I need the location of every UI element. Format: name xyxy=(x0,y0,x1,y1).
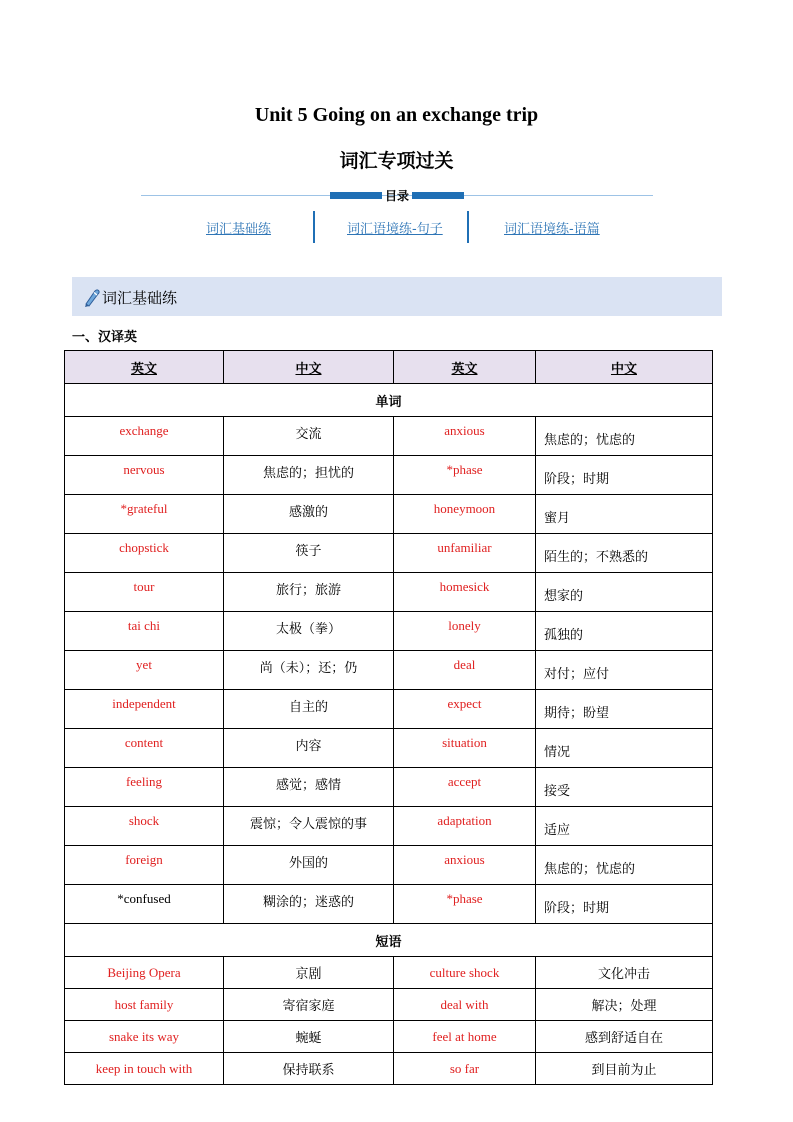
chinese-meaning: 尚（未）；还；仍 xyxy=(224,651,394,690)
english-word: tour xyxy=(65,573,224,612)
table-row xyxy=(65,690,713,729)
chinese-meaning: 寄宿家庭 xyxy=(224,989,394,1021)
english-phrase: snake its way xyxy=(65,1021,224,1053)
part-heading: 一、汉译英 xyxy=(72,330,138,345)
english-phrase: keep in touch with xyxy=(65,1053,224,1085)
english-word: *confused xyxy=(65,885,224,924)
english-word: independent xyxy=(65,690,224,729)
chinese-meaning: 陌生的；不熟悉的 xyxy=(536,534,713,573)
table-row xyxy=(65,989,713,1021)
english-word: honeymoon xyxy=(394,495,536,534)
chinese-meaning: 接受 xyxy=(536,768,713,807)
group-row-phrases xyxy=(65,924,713,957)
column-header-english: 英文 xyxy=(394,351,536,384)
english-word: *grateful xyxy=(65,495,224,534)
column-header-chinese: 中文 xyxy=(536,351,713,384)
english-word: feeling xyxy=(65,768,224,807)
english-word: anxious xyxy=(394,846,536,885)
chinese-meaning: 情况 xyxy=(536,729,713,768)
table-row xyxy=(65,1053,713,1085)
chinese-meaning: 糊涂的；迷惑的 xyxy=(224,885,394,924)
column-header-chinese: 中文 xyxy=(224,351,394,384)
chinese-meaning: 旅行；旅游 xyxy=(224,573,394,612)
english-phrase: Beijing Opera xyxy=(65,957,224,989)
chinese-meaning: 外国的 xyxy=(224,846,394,885)
english-word: nervous xyxy=(65,456,224,495)
section-title: 词汇基础练 xyxy=(102,289,178,307)
english-word: situation xyxy=(394,729,536,768)
chinese-meaning: 感觉；感情 xyxy=(224,768,394,807)
chinese-meaning: 期待；盼望 xyxy=(536,690,713,729)
chinese-meaning: 内容 xyxy=(224,729,394,768)
pencil-icon xyxy=(82,287,100,307)
english-word: exchange xyxy=(65,417,224,456)
chinese-meaning: 筷子 xyxy=(224,534,394,573)
chinese-meaning: 文化冲击 xyxy=(536,957,713,989)
english-phrase: deal with xyxy=(394,989,536,1021)
chinese-meaning: 想家的 xyxy=(536,573,713,612)
english-word: shock xyxy=(65,807,224,846)
english-word: chopstick xyxy=(65,534,224,573)
toc-link-basic[interactable]: 词汇基础练 xyxy=(206,222,272,237)
chinese-meaning: 自主的 xyxy=(224,690,394,729)
table-row xyxy=(65,573,713,612)
english-word: foreign xyxy=(65,846,224,885)
chinese-meaning: 阶段；时期 xyxy=(536,456,713,495)
english-word: deal xyxy=(394,651,536,690)
section-banner xyxy=(72,277,722,316)
english-word: expect xyxy=(394,690,536,729)
table-row xyxy=(65,495,713,534)
english-word: content xyxy=(65,729,224,768)
column-header-english: 英文 xyxy=(65,351,224,384)
english-word: homesick xyxy=(394,573,536,612)
table-row xyxy=(65,612,713,651)
chinese-meaning: 解决；处理 xyxy=(536,989,713,1021)
chinese-meaning: 适应 xyxy=(536,807,713,846)
table-row xyxy=(65,885,713,924)
group-label-phrases: 短语 xyxy=(65,924,713,957)
chinese-meaning: 感激的 xyxy=(224,495,394,534)
english-word: accept xyxy=(394,768,536,807)
toc-separator xyxy=(313,211,315,243)
table-row xyxy=(65,534,713,573)
english-phrase: culture shock xyxy=(394,957,536,989)
english-phrase: host family xyxy=(65,989,224,1021)
page-subtitle: 词汇专项过关 xyxy=(339,150,454,172)
page-title: Unit 5 Going on an exchange trip xyxy=(254,104,539,126)
english-word: unfamiliar xyxy=(394,534,536,573)
toc-label: 目录 xyxy=(384,189,409,203)
english-word: lonely xyxy=(394,612,536,651)
chinese-meaning: 焦虑的；担忧的 xyxy=(224,456,394,495)
chinese-meaning: 京剧 xyxy=(224,957,394,989)
table-row xyxy=(65,729,713,768)
table-row xyxy=(65,957,713,989)
chinese-meaning: 焦虑的；忧虑的 xyxy=(536,417,713,456)
table-row xyxy=(65,651,713,690)
chinese-meaning: 对付；应付 xyxy=(536,651,713,690)
table-header-row xyxy=(65,351,713,384)
chinese-meaning: 蜿蜒 xyxy=(224,1021,394,1053)
group-row-words xyxy=(65,384,713,417)
chinese-meaning: 感到舒适自在 xyxy=(536,1021,713,1053)
chinese-meaning: 交流 xyxy=(224,417,394,456)
chinese-meaning: 阶段；时期 xyxy=(536,885,713,924)
table-row xyxy=(65,807,713,846)
english-word: *phase xyxy=(394,885,536,924)
chinese-meaning: 保持联系 xyxy=(224,1053,394,1085)
toc-link-sentence[interactable]: 词汇语境练-句子 xyxy=(347,222,443,237)
group-label-words: 单词 xyxy=(65,384,713,417)
english-word: anxious xyxy=(394,417,536,456)
toc-link-passage[interactable]: 词汇语境练-语篇 xyxy=(504,222,600,237)
english-phrase: feel at home xyxy=(394,1021,536,1053)
english-word: adaptation xyxy=(394,807,536,846)
chinese-meaning: 蜜月 xyxy=(536,495,713,534)
table-row xyxy=(65,1021,713,1053)
chinese-meaning: 震惊；令人震惊的事 xyxy=(224,807,394,846)
table-row xyxy=(65,768,713,807)
chinese-meaning: 到目前为止 xyxy=(536,1053,713,1085)
table-row xyxy=(65,456,713,495)
toc-bar-right xyxy=(412,192,464,199)
english-word: *phase xyxy=(394,456,536,495)
vocab-table xyxy=(64,350,713,1085)
table-row xyxy=(65,846,713,885)
chinese-meaning: 太极（拳） xyxy=(224,612,394,651)
chinese-meaning: 焦虑的；忧虑的 xyxy=(536,846,713,885)
chinese-meaning: 孤独的 xyxy=(536,612,713,651)
english-word: yet xyxy=(65,651,224,690)
table-row xyxy=(65,417,713,456)
english-word: tai chi xyxy=(65,612,224,651)
toc-bar-left xyxy=(330,192,382,199)
english-phrase: so far xyxy=(394,1053,536,1085)
toc-separator xyxy=(467,211,469,243)
